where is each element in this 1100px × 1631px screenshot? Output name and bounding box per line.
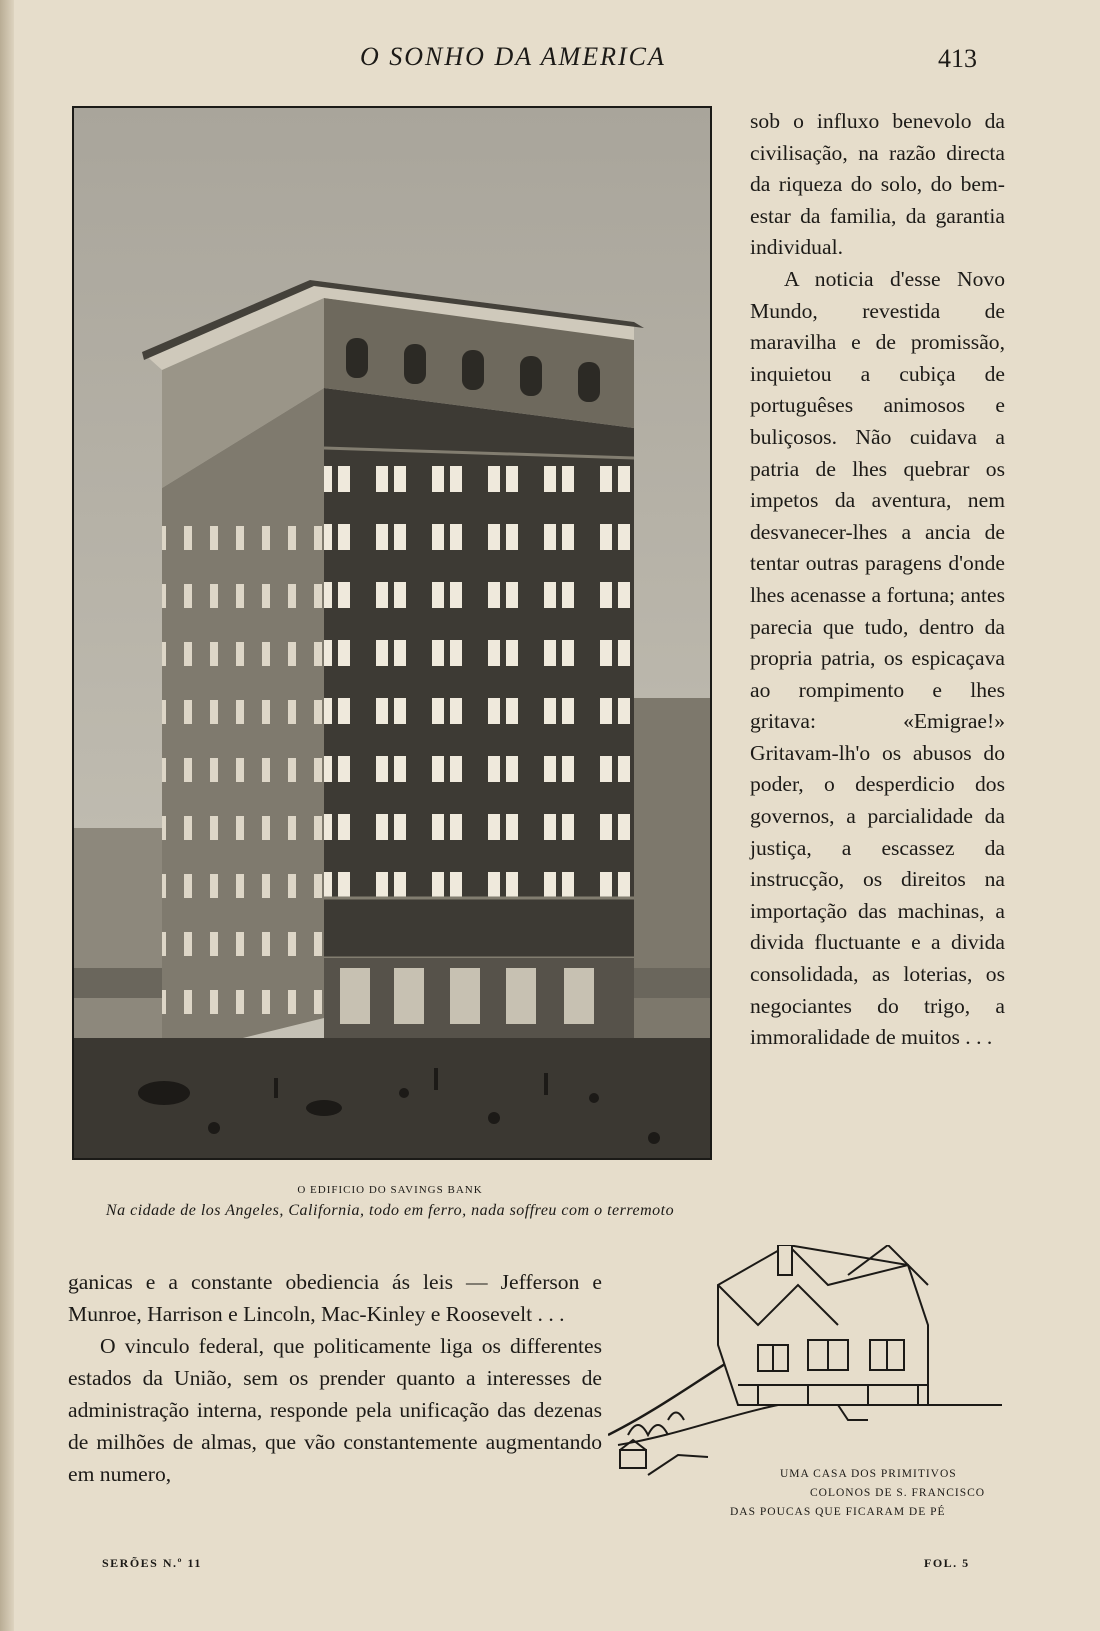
page-edge [0, 0, 14, 1631]
building-illustration [74, 108, 710, 1158]
side-paragraph-2: A noticia d'esse Novo Mundo, revestida de maravilha e de promissão, inquietou a cubiça de portuguêses animosos e buliçosos. Não cuidava a patria de lhes quebrar os impetos da aventura, nem desvanecer-lhes a ancia de tentar outras paragens d'onde lhes acenasse a fortuna; antes parecia que tudo, dentro da propria patria, os espicaçava ao rompimento e lhes gritava: «Emigrae!» Gritavam-lh'o os abusos do poder, o desperdicio dos governos, a parcialidade da justiça, a escassez da instrucção, os direitos na importação das machinas, a divida fluctuante e a divida consolidada, as loterias, os negociantes do trigo, a immoralidade de muitos . . . [750, 266, 1005, 1050]
side-paragraph-1: sob o influxo benevolo da civilisação, na razão directa da riqueza do solo, do bem-estar da familia, da garantia individual. [750, 109, 1005, 260]
sketch-caption [720, 1465, 1020, 1522]
photo-caption-subtitle: Na cidade de los Angeles, California, todo em ferro, nada soffreu com o terremoto [105, 1202, 675, 1219]
photo-caption-title: O EDIFICIO DO SAVINGS BANK [297, 1184, 483, 1196]
sketch-caption-line-2: COLONOS DE S. FRANCISCO [810, 1487, 986, 1499]
footer-folio: FOL. 5 [924, 1556, 970, 1570]
page-number: 413 [938, 44, 977, 73]
bottom-text-column [68, 1266, 602, 1490]
photo-caption [60, 1184, 720, 1220]
bottom-paragraph-1: ganicas e a constante obediencia ás leis — Jefferson e Munroe, Harrison e Lincoln, Mac-Kinley e Roosevelt . . . [68, 1270, 602, 1326]
bottom-paragraph-2: O vinculo federal, que politicamente liga os differentes estados da União, sem os prender quanto a interesses de administração interna, responde pela unificação das dezenas de milhões de almas, que vão constantemente augmentando em numero, [68, 1334, 602, 1486]
savings-bank-photo [72, 106, 712, 1160]
page-footer [0, 1556, 1100, 1576]
footer-issue: SERÕES N.º 11 [102, 1556, 202, 1570]
running-title: O SONHO DA AMERICA [360, 42, 666, 71]
sketch-caption-line-1: UMA CASA DOS PRIMITIVOS [780, 1468, 957, 1480]
running-head [0, 42, 1100, 78]
sketch-caption-line-3: DAS POUCAS QUE FICARAM DE PÉ [730, 1506, 946, 1518]
side-text-column [750, 106, 1005, 1054]
